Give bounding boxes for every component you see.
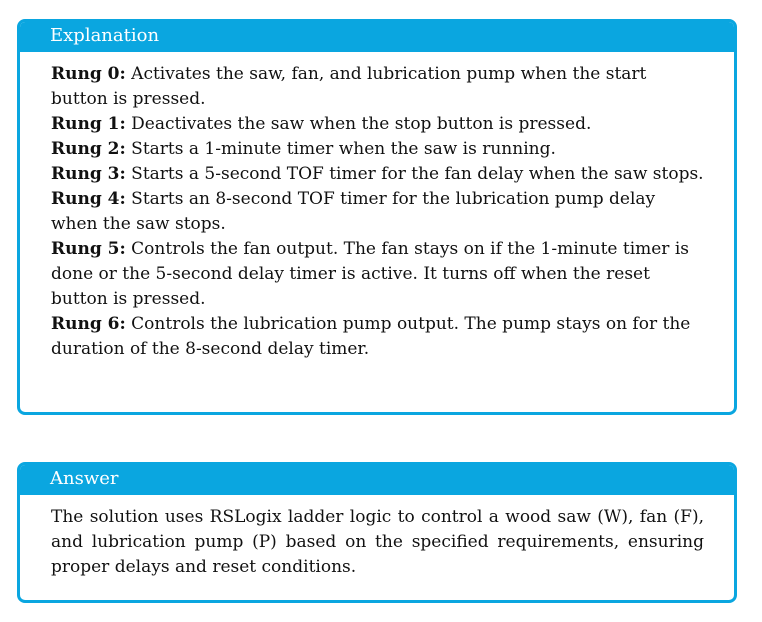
rung-1-text: Deactivates the saw when the stop button is pressed. <box>131 114 592 134</box>
explanation-body <box>20 52 734 372</box>
rung-6 <box>51 312 704 362</box>
rung-6-label: Rung 6: <box>51 314 126 334</box>
rung-3-text: Starts a 5-second TOF timer for the fan delay when the saw stops. <box>131 164 704 184</box>
rung-5 <box>51 237 704 312</box>
rung-5-text: Controls the fan output. The fan stays on if the 1-minute timer is done or the 5-second delay timer is active. It turns off when the reset button is pressed. <box>51 239 690 309</box>
rung-2-text: Starts a 1-minute timer when the saw is running. <box>131 139 556 159</box>
rung-4 <box>51 187 704 237</box>
rung-2-label: Rung 2: <box>51 139 126 159</box>
rung-0-text: Activates the saw, fan, and lubrication pump when the start button is pressed. <box>51 64 647 109</box>
rung-4-label: Rung 4: <box>51 189 126 209</box>
rung-3 <box>51 162 704 187</box>
answer-title: Answer <box>20 465 734 495</box>
answer-body <box>20 495 734 590</box>
explanation-box <box>17 19 737 415</box>
rung-4-text: Starts an 8-second TOF timer for the lubrication pump delay when the saw stops. <box>51 189 656 234</box>
rung-1 <box>51 112 704 137</box>
answer-box <box>17 462 737 603</box>
rung-6-text: Controls the lubrication pump output. The pump stays on for the duration of the 8-second delay timer. <box>51 314 691 359</box>
rung-5-label: Rung 5: <box>51 239 126 259</box>
rung-2 <box>51 137 704 162</box>
rung-0-label: Rung 0: <box>51 64 126 84</box>
rung-3-label: Rung 3: <box>51 164 126 184</box>
answer-text: The solution uses RSLogix ladder logic to control a wood saw (W), fan (F), and lubrication pump (P) based on the specified requirements, ensuring proper delays and reset conditions. <box>51 507 704 577</box>
explanation-title: Explanation <box>20 22 734 52</box>
rung-0 <box>51 62 704 112</box>
rung-1-label: Rung 1: <box>51 114 126 134</box>
